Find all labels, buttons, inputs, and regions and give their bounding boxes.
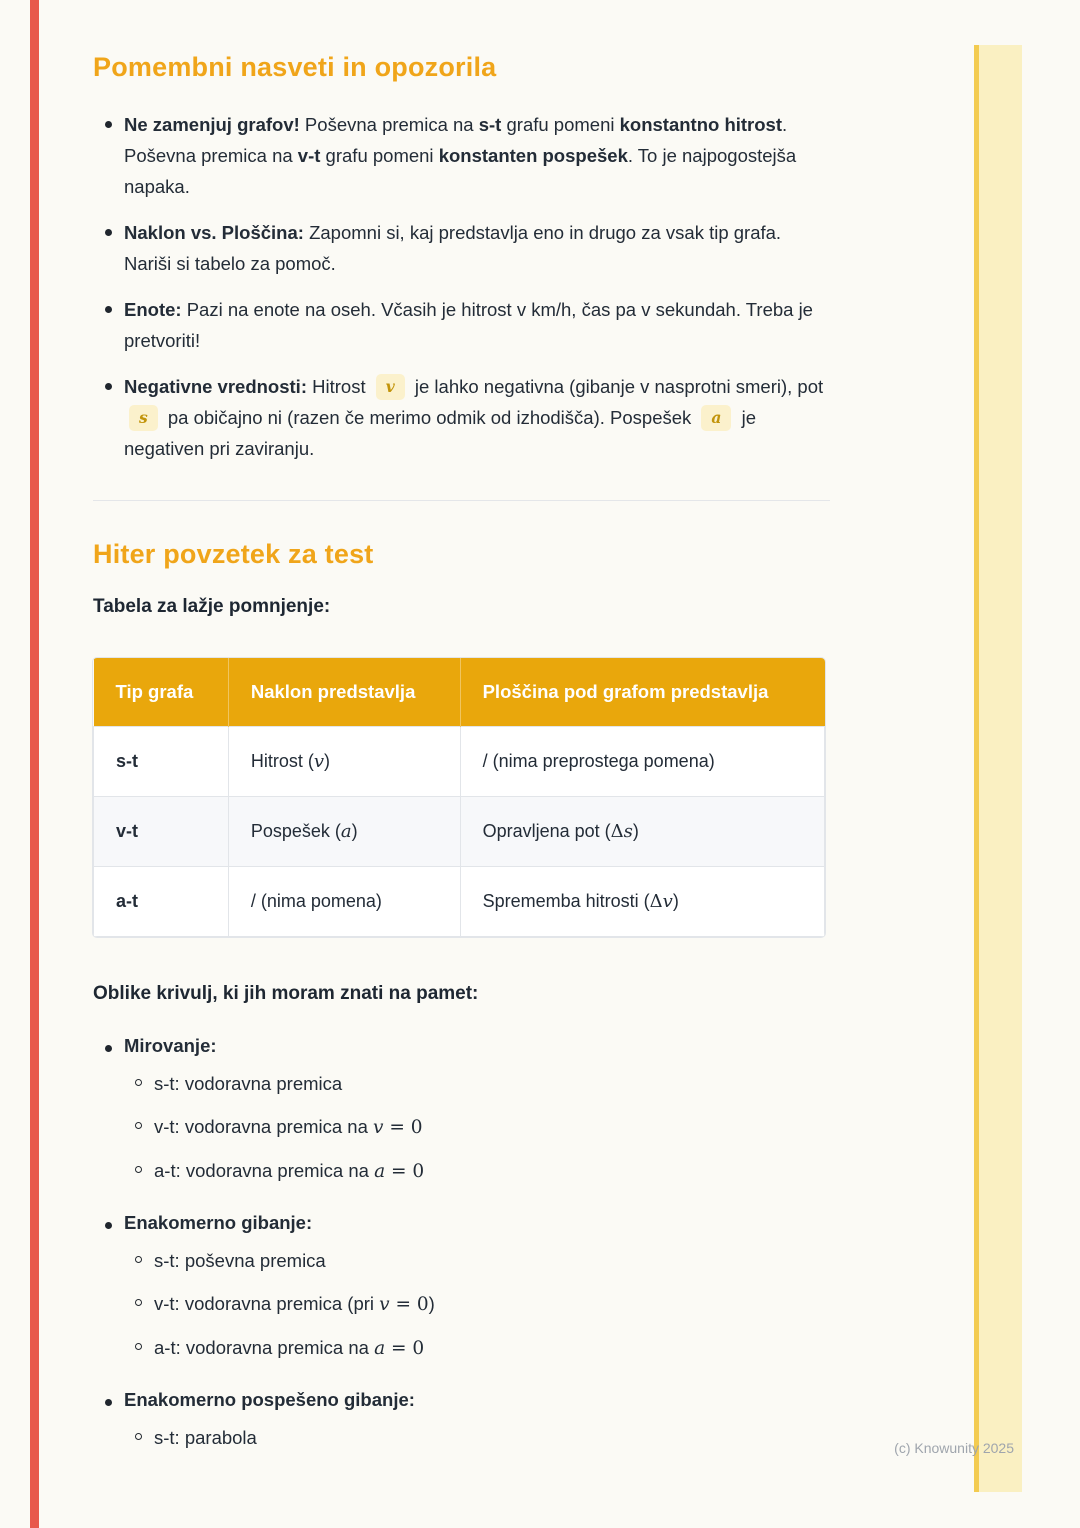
text-segment: Zapomni si, kaj predstavlja eno in drugo za vsak tip grafa. Nariši si tabelo za pomoč. [124, 222, 782, 274]
table-cell-graph-type: a-t [94, 867, 229, 937]
shapes-intro-label: Oblike krivulj, ki jih moram znati na pamet: [93, 983, 479, 1004]
circle-bullet-icon [135, 1433, 142, 1440]
text-segment: / (nima pomena) [250, 891, 382, 911]
shape-group [93, 1033, 830, 1200]
text-segment: a [374, 1338, 386, 1359]
copyright-text: (c) Knowunity 2025 [894, 1440, 1014, 1456]
memory-table-wrapper [93, 658, 825, 937]
left-accent-bar [30, 0, 39, 1528]
text-segment: a [701, 405, 731, 431]
table-intro-label: Tabela za lažje pomnjenje: [93, 596, 331, 617]
text-segment: Hitrost ( [250, 751, 314, 771]
table-cell-area [460, 727, 824, 797]
tip-item-text [124, 109, 830, 202]
text-segment: ) [632, 821, 639, 841]
tip-item [93, 371, 830, 464]
tip-item-text [124, 294, 830, 356]
tips-list [93, 109, 830, 464]
circle-bullet-icon [135, 1166, 142, 1173]
text-segment: = 0 [385, 1338, 425, 1359]
circle-bullet-icon [135, 1256, 142, 1263]
text-segment: grafu pomeni [320, 145, 439, 166]
tip-item-text [124, 217, 830, 279]
text-segment: . To je najpogostejša napaka. [124, 145, 797, 197]
table-row [94, 797, 825, 867]
text-segment: ) [324, 751, 331, 771]
text-segment: . Poševna premica na [124, 114, 788, 166]
table-cell-slope [228, 727, 460, 797]
text-segment: a [340, 821, 352, 842]
text-segment: Hitrost [307, 376, 371, 397]
shape-item-text [154, 1333, 830, 1363]
table-row [94, 867, 825, 937]
shape-item [124, 1112, 830, 1142]
shape-item [124, 1289, 830, 1319]
shape-item-text [154, 1112, 830, 1142]
tip-item [93, 294, 830, 356]
shape-group-label: Enakomerno gibanje: [124, 1212, 313, 1233]
table-cell-slope [228, 867, 460, 937]
notes-content [93, 0, 830, 1476]
text-segment: s-t [478, 114, 502, 135]
text-segment: v-t [297, 145, 321, 166]
shape-item [124, 1423, 830, 1452]
table-cell-graph-type: v-t [94, 797, 229, 867]
shape-item-text [154, 1423, 830, 1452]
shape-group [93, 1387, 830, 1466]
shape-group [93, 1210, 830, 1377]
tip-item [93, 109, 830, 202]
table-header-cell: Tip grafa [94, 658, 229, 727]
text-segment: a-t: vodoravna premica na [154, 1337, 375, 1358]
text-segment: = 0 [383, 1117, 423, 1138]
bullet-dot-icon [105, 229, 112, 236]
shape-item-text [154, 1246, 830, 1275]
text-segment: s [623, 821, 633, 842]
text-segment: je lahko negativna (gibanje v nasprotni smeri), pot [409, 376, 824, 397]
circle-bullet-icon [135, 1299, 142, 1306]
table-row [94, 727, 825, 797]
text-segment: s-t: parabola [154, 1427, 257, 1448]
shape-item [124, 1246, 830, 1275]
text-segment: a [374, 1161, 386, 1182]
table-header-cell: Ploščina pod grafom predstavlja [460, 658, 824, 727]
text-segment: ) [351, 821, 358, 841]
shape-group-label: Enakomerno pospešeno gibanje: [124, 1389, 415, 1410]
bullet-dot-icon [105, 383, 112, 390]
text-segment: v-t: vodoravna premica na [154, 1116, 374, 1137]
text-segment: Pazi na enote na oseh. Včasih je hitrost v km/h, čas pa v sekundah. Treba je pretvoriti! [124, 299, 813, 351]
text-segment: Ne zamenjuj grafov! [124, 114, 300, 135]
text-segment: v [379, 1294, 390, 1315]
text-segment: Enote: [124, 299, 182, 320]
shape-item-text [154, 1289, 830, 1319]
shape-item-text [154, 1156, 830, 1186]
shape-sublist [124, 1423, 830, 1452]
text-segment: Opravljena pot ( [482, 821, 611, 841]
text-segment: Δ [610, 821, 624, 842]
text-segment: Δ [649, 891, 663, 912]
text-segment: v [313, 751, 325, 772]
bullet-dot-icon [105, 121, 112, 128]
text-segment: v [373, 1117, 384, 1138]
text-segment: v-t: vodoravna premica (pri [154, 1293, 380, 1314]
text-segment: v [376, 374, 405, 400]
text-segment: konstantno hitrost [619, 114, 783, 135]
section-divider [93, 500, 830, 501]
shape-item [124, 1156, 830, 1186]
bullet-dot-icon [105, 1045, 112, 1052]
table-cell-area [460, 797, 824, 867]
shapes-list [93, 1033, 830, 1466]
shape-item [124, 1333, 830, 1363]
shape-item-text [154, 1069, 830, 1098]
table-header-row [94, 658, 825, 727]
right-margin-strip [979, 45, 1022, 1492]
shape-sublist [124, 1246, 830, 1363]
text-segment: Poševna premica na [299, 114, 479, 135]
text-segment: grafu pomeni [501, 114, 620, 135]
tip-item-text [124, 371, 830, 464]
text-segment: s-t: vodoravna premica [154, 1073, 343, 1094]
text-segment: v [662, 891, 673, 912]
shape-item [124, 1069, 830, 1098]
text-segment: Sprememba hitrosti ( [482, 891, 650, 911]
tips-section-title: Pomembni nasveti in opozorila [93, 52, 497, 82]
circle-bullet-icon [135, 1079, 142, 1086]
text-segment: Negativne vrednosti: [124, 376, 307, 397]
table-cell-area [460, 867, 824, 937]
bullet-dot-icon [105, 1222, 112, 1229]
table-cell-slope [228, 797, 460, 867]
text-segment: pa običajno ni (razen če merimo odmik od izhodišča). Pospešek [162, 407, 697, 428]
text-segment: / (nima preprostega pomena) [482, 751, 715, 771]
text-segment: je negativen pri zaviranju. [124, 407, 757, 459]
text-segment: s [129, 405, 158, 431]
shape-group-label: Mirovanje: [124, 1035, 217, 1056]
text-segment: = 0 [385, 1161, 425, 1182]
circle-bullet-icon [135, 1122, 142, 1129]
summary-section-title: Hiter povzetek za test [93, 539, 374, 569]
table-header-cell: Naklon predstavlja [228, 658, 460, 727]
tip-item [93, 217, 830, 279]
text-segment: Pospešek ( [250, 821, 341, 841]
text-segment: Naklon vs. Ploščina: [124, 222, 304, 243]
text-segment: ) [428, 1293, 435, 1314]
memory-table [93, 658, 825, 937]
bullet-dot-icon [105, 1399, 112, 1406]
text-segment: a-t: vodoravna premica na [154, 1160, 375, 1181]
circle-bullet-icon [135, 1343, 142, 1350]
shape-sublist [124, 1069, 830, 1186]
text-segment: = 0 [389, 1294, 429, 1315]
table-cell-graph-type: s-t [94, 727, 229, 797]
text-segment: konstanten pospešek [438, 145, 628, 166]
text-segment: s-t: poševna premica [154, 1250, 326, 1271]
bullet-dot-icon [105, 306, 112, 313]
text-segment: ) [672, 891, 679, 911]
